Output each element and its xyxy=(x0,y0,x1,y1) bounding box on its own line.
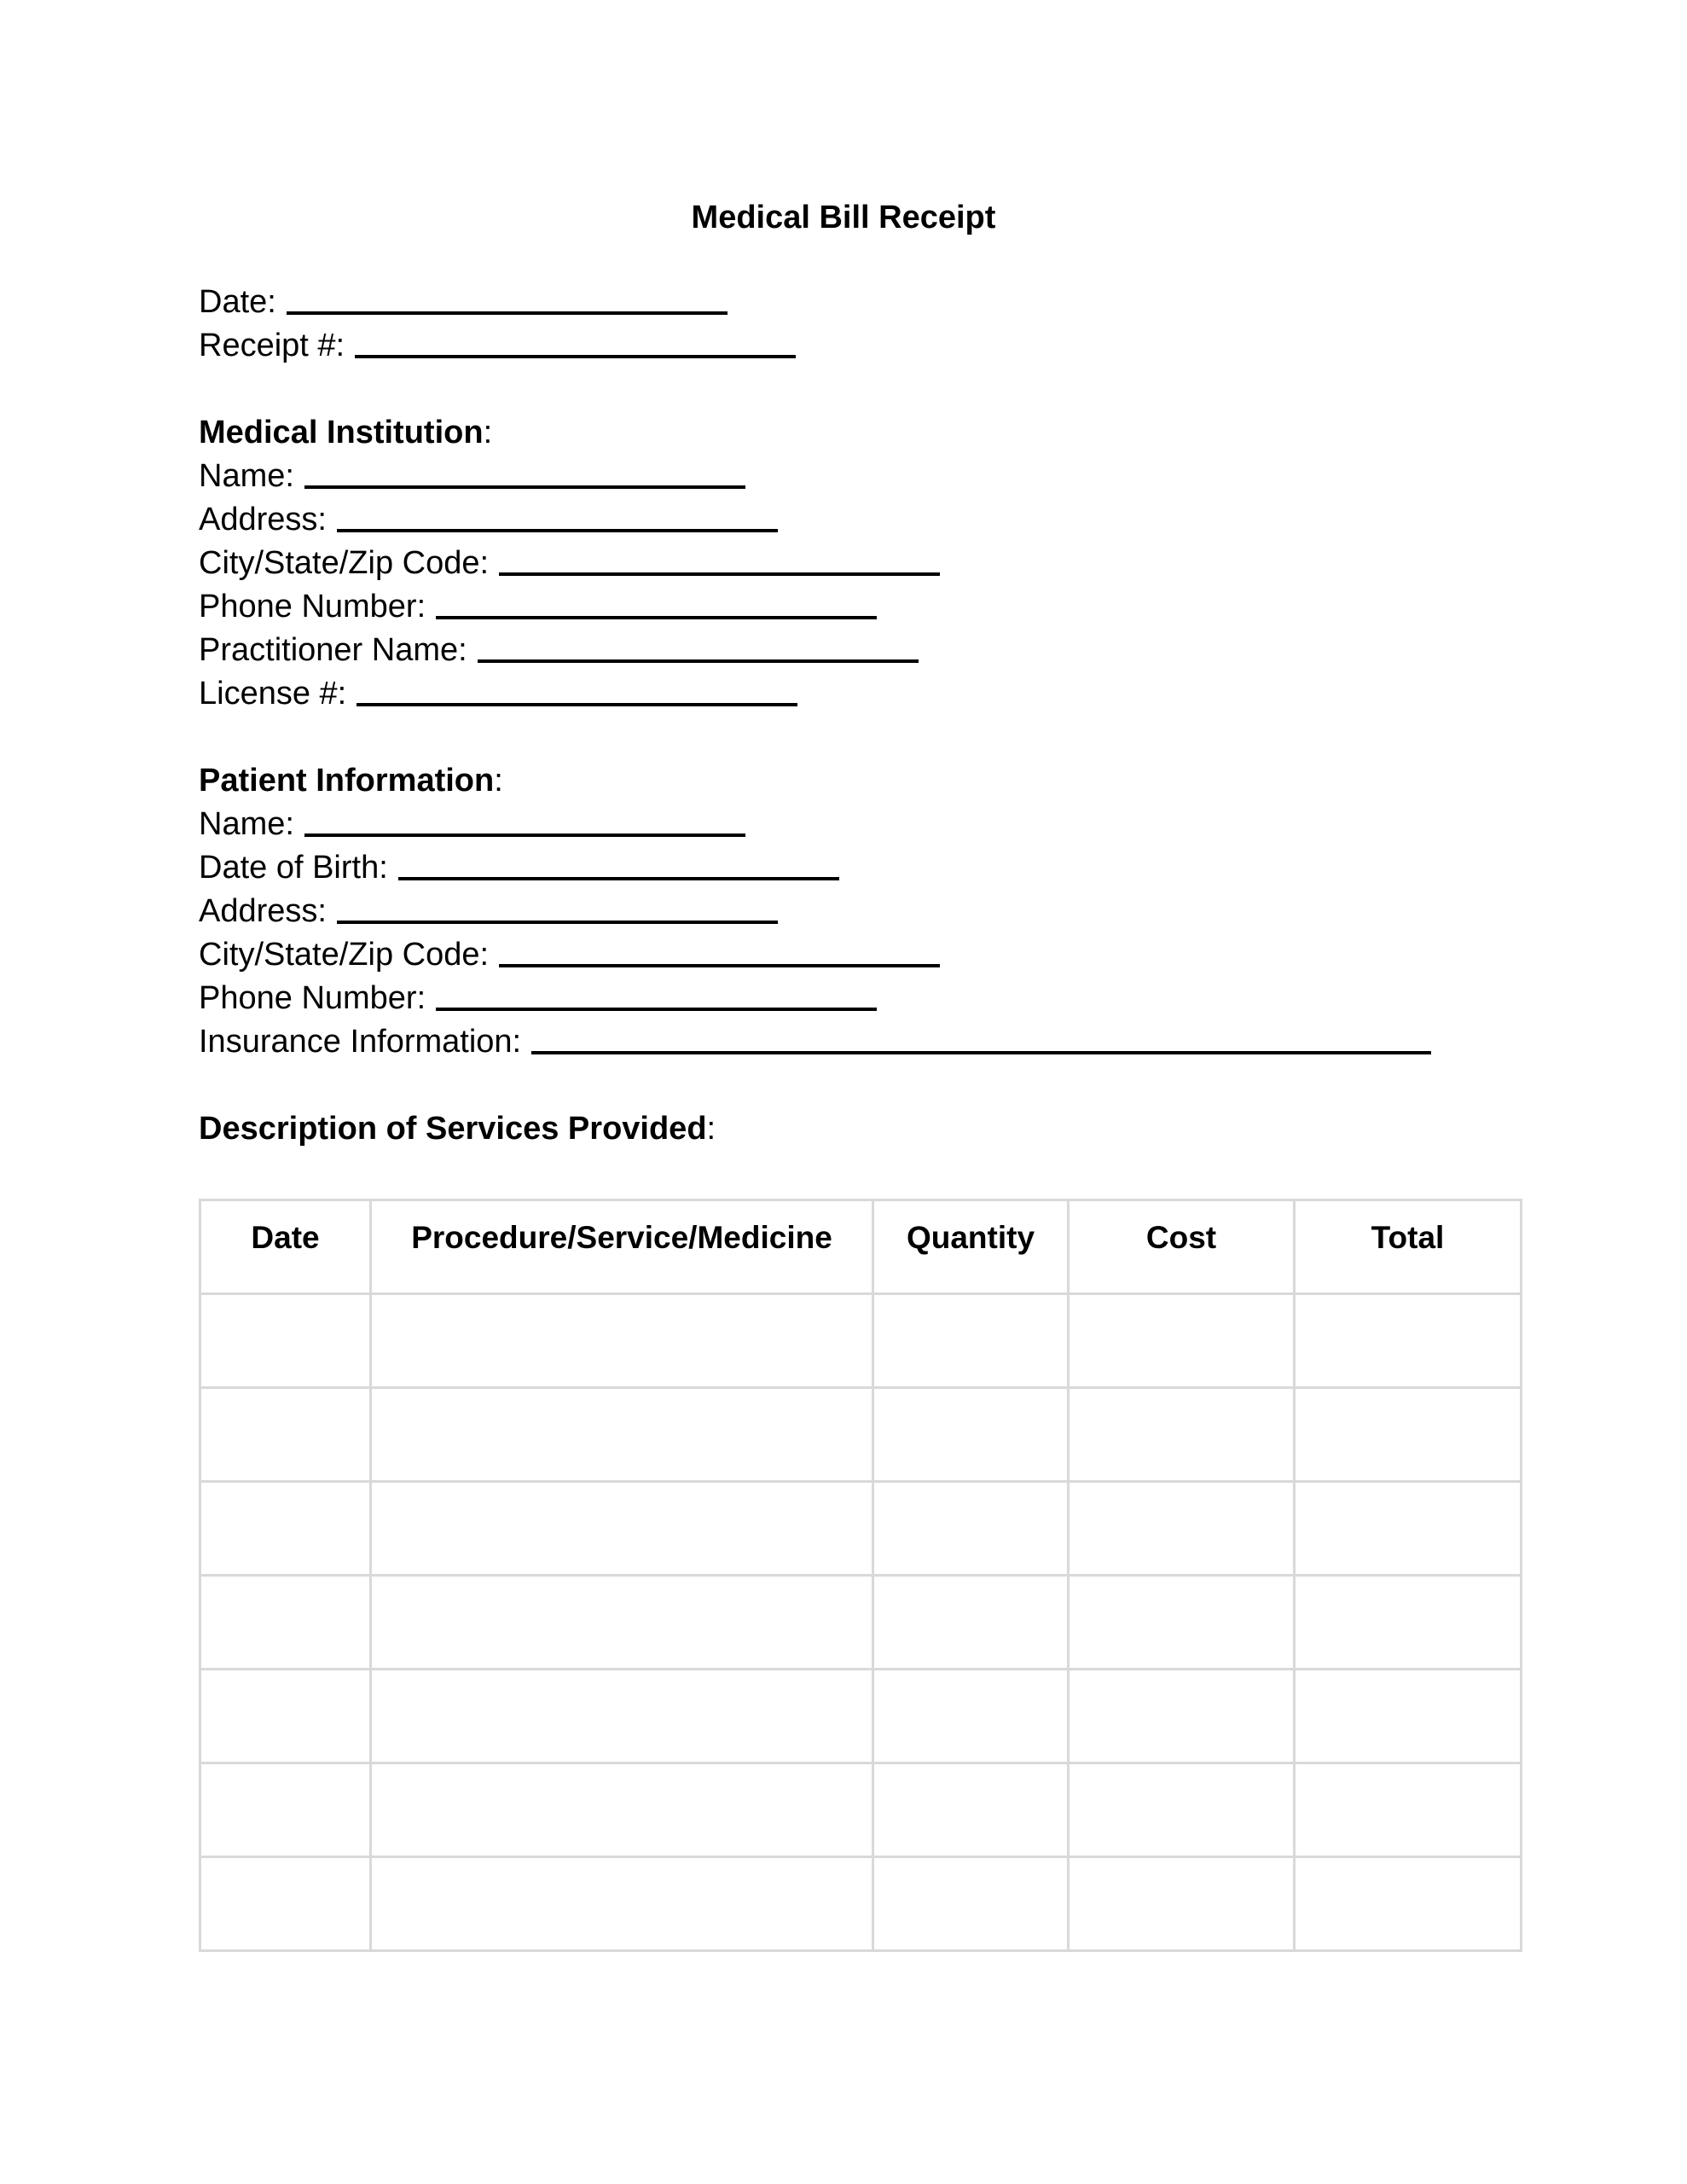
patient-city-label: City/State/Zip Code: xyxy=(199,937,490,973)
table-cell-procedure[interactable] xyxy=(371,1294,873,1388)
services-heading xyxy=(199,1108,716,1149)
table-cell-quantity[interactable] xyxy=(873,1763,1069,1857)
patient-name-field[interactable] xyxy=(199,804,745,845)
table-cell-procedure[interactable] xyxy=(371,1576,873,1670)
institution-address-label: Address: xyxy=(199,502,327,537)
table-row xyxy=(200,1388,1522,1482)
institution-heading xyxy=(199,412,492,453)
table-row xyxy=(200,1857,1522,1951)
table-header-row xyxy=(200,1200,1522,1294)
patient-address-field[interactable] xyxy=(199,891,778,932)
table-cell-total[interactable] xyxy=(1295,1294,1522,1388)
receipt-number-blank-line[interactable] xyxy=(355,355,796,358)
license-number-blank-line[interactable] xyxy=(357,703,797,706)
services-table xyxy=(199,1199,1522,1952)
institution-city-blank-line[interactable] xyxy=(499,572,940,576)
table-cell-quantity[interactable] xyxy=(873,1294,1069,1388)
license-number-label: License #: xyxy=(199,676,347,712)
table-cell-cost[interactable] xyxy=(1069,1670,1295,1763)
patient-name-blank-line[interactable] xyxy=(304,834,745,837)
table-cell-date[interactable] xyxy=(200,1388,371,1482)
table-cell-cost[interactable] xyxy=(1069,1576,1295,1670)
patient-name-label: Name: xyxy=(199,806,294,842)
table-cell-cost[interactable] xyxy=(1069,1388,1295,1482)
patient-heading xyxy=(199,760,503,801)
practitioner-name-label: Practitioner Name: xyxy=(199,632,467,668)
date-blank-line[interactable] xyxy=(287,311,728,315)
column-header-cost: Cost xyxy=(1069,1200,1295,1294)
table-cell-procedure[interactable] xyxy=(371,1482,873,1576)
institution-heading-text: Medical Institution xyxy=(199,415,484,450)
patient-city-field[interactable] xyxy=(199,934,940,975)
practitioner-name-blank-line[interactable] xyxy=(478,659,919,663)
patient-phone-label: Phone Number: xyxy=(199,980,426,1016)
institution-address-blank-line[interactable] xyxy=(337,529,778,532)
services-heading-colon: : xyxy=(706,1111,716,1147)
services-heading-text: Description of Services Provided xyxy=(199,1111,707,1147)
patient-phone-field[interactable] xyxy=(199,978,877,1019)
institution-name-field[interactable] xyxy=(199,456,745,497)
patient-heading-text: Patient Information xyxy=(199,763,495,799)
table-cell-quantity[interactable] xyxy=(873,1482,1069,1576)
table-cell-procedure[interactable] xyxy=(371,1670,873,1763)
table-cell-procedure[interactable] xyxy=(371,1857,873,1951)
table-cell-quantity[interactable] xyxy=(873,1857,1069,1951)
table-cell-date[interactable] xyxy=(200,1576,371,1670)
date-label: Date: xyxy=(199,284,276,320)
patient-dob-blank-line[interactable] xyxy=(398,877,839,880)
patient-phone-blank-line[interactable] xyxy=(436,1008,877,1011)
column-header-procedure: Procedure/Service/Medicine xyxy=(371,1200,873,1294)
license-number-field[interactable] xyxy=(199,673,797,714)
table-cell-total[interactable] xyxy=(1295,1576,1522,1670)
institution-address-field[interactable] xyxy=(199,499,778,540)
table-cell-date[interactable] xyxy=(200,1857,371,1951)
insurance-info-label: Insurance Information: xyxy=(199,1024,522,1060)
table-cell-cost[interactable] xyxy=(1069,1763,1295,1857)
table-row xyxy=(200,1482,1522,1576)
table-row xyxy=(200,1763,1522,1857)
table-cell-quantity[interactable] xyxy=(873,1388,1069,1482)
date-field[interactable] xyxy=(199,282,728,322)
table-cell-cost[interactable] xyxy=(1069,1857,1295,1951)
table-cell-cost[interactable] xyxy=(1069,1482,1295,1576)
receipt-number-field[interactable] xyxy=(199,325,796,366)
table-cell-date[interactable] xyxy=(200,1763,371,1857)
table-cell-date[interactable] xyxy=(200,1670,371,1763)
patient-city-blank-line[interactable] xyxy=(499,964,940,967)
table-cell-total[interactable] xyxy=(1295,1763,1522,1857)
table-cell-quantity[interactable] xyxy=(873,1670,1069,1763)
institution-heading-colon: : xyxy=(483,415,493,450)
page-title: Medical Bill Receipt xyxy=(691,200,996,235)
practitioner-name-field[interactable] xyxy=(199,630,919,671)
institution-phone-blank-line[interactable] xyxy=(436,616,877,619)
institution-city-label: City/State/Zip Code: xyxy=(199,545,490,581)
table-row xyxy=(200,1576,1522,1670)
table-cell-total[interactable] xyxy=(1295,1670,1522,1763)
patient-dob-label: Date of Birth: xyxy=(199,850,388,886)
table-cell-quantity[interactable] xyxy=(873,1576,1069,1670)
table-cell-date[interactable] xyxy=(200,1482,371,1576)
institution-name-label: Name: xyxy=(199,458,294,494)
institution-name-blank-line[interactable] xyxy=(304,485,745,489)
institution-phone-label: Phone Number: xyxy=(199,589,426,624)
patient-address-blank-line[interactable] xyxy=(337,921,778,924)
table-cell-total[interactable] xyxy=(1295,1857,1522,1951)
patient-dob-field[interactable] xyxy=(199,847,839,888)
patient-heading-colon: : xyxy=(494,763,503,799)
institution-phone-field[interactable] xyxy=(199,586,877,627)
institution-city-field[interactable] xyxy=(199,543,940,584)
table-cell-date[interactable] xyxy=(200,1294,371,1388)
insurance-info-blank-line[interactable] xyxy=(531,1051,1431,1054)
column-header-quantity: Quantity xyxy=(873,1200,1069,1294)
patient-address-label: Address: xyxy=(199,893,327,929)
table-cell-total[interactable] xyxy=(1295,1482,1522,1576)
column-header-date: Date xyxy=(200,1200,371,1294)
table-cell-cost[interactable] xyxy=(1069,1294,1295,1388)
insurance-info-field[interactable] xyxy=(199,1021,1431,1062)
column-header-total: Total xyxy=(1295,1200,1522,1294)
table-cell-procedure[interactable] xyxy=(371,1763,873,1857)
table-cell-procedure[interactable] xyxy=(371,1388,873,1482)
table-row xyxy=(200,1294,1522,1388)
table-cell-total[interactable] xyxy=(1295,1388,1522,1482)
receipt-number-label: Receipt #: xyxy=(199,328,345,363)
table-row xyxy=(200,1670,1522,1763)
